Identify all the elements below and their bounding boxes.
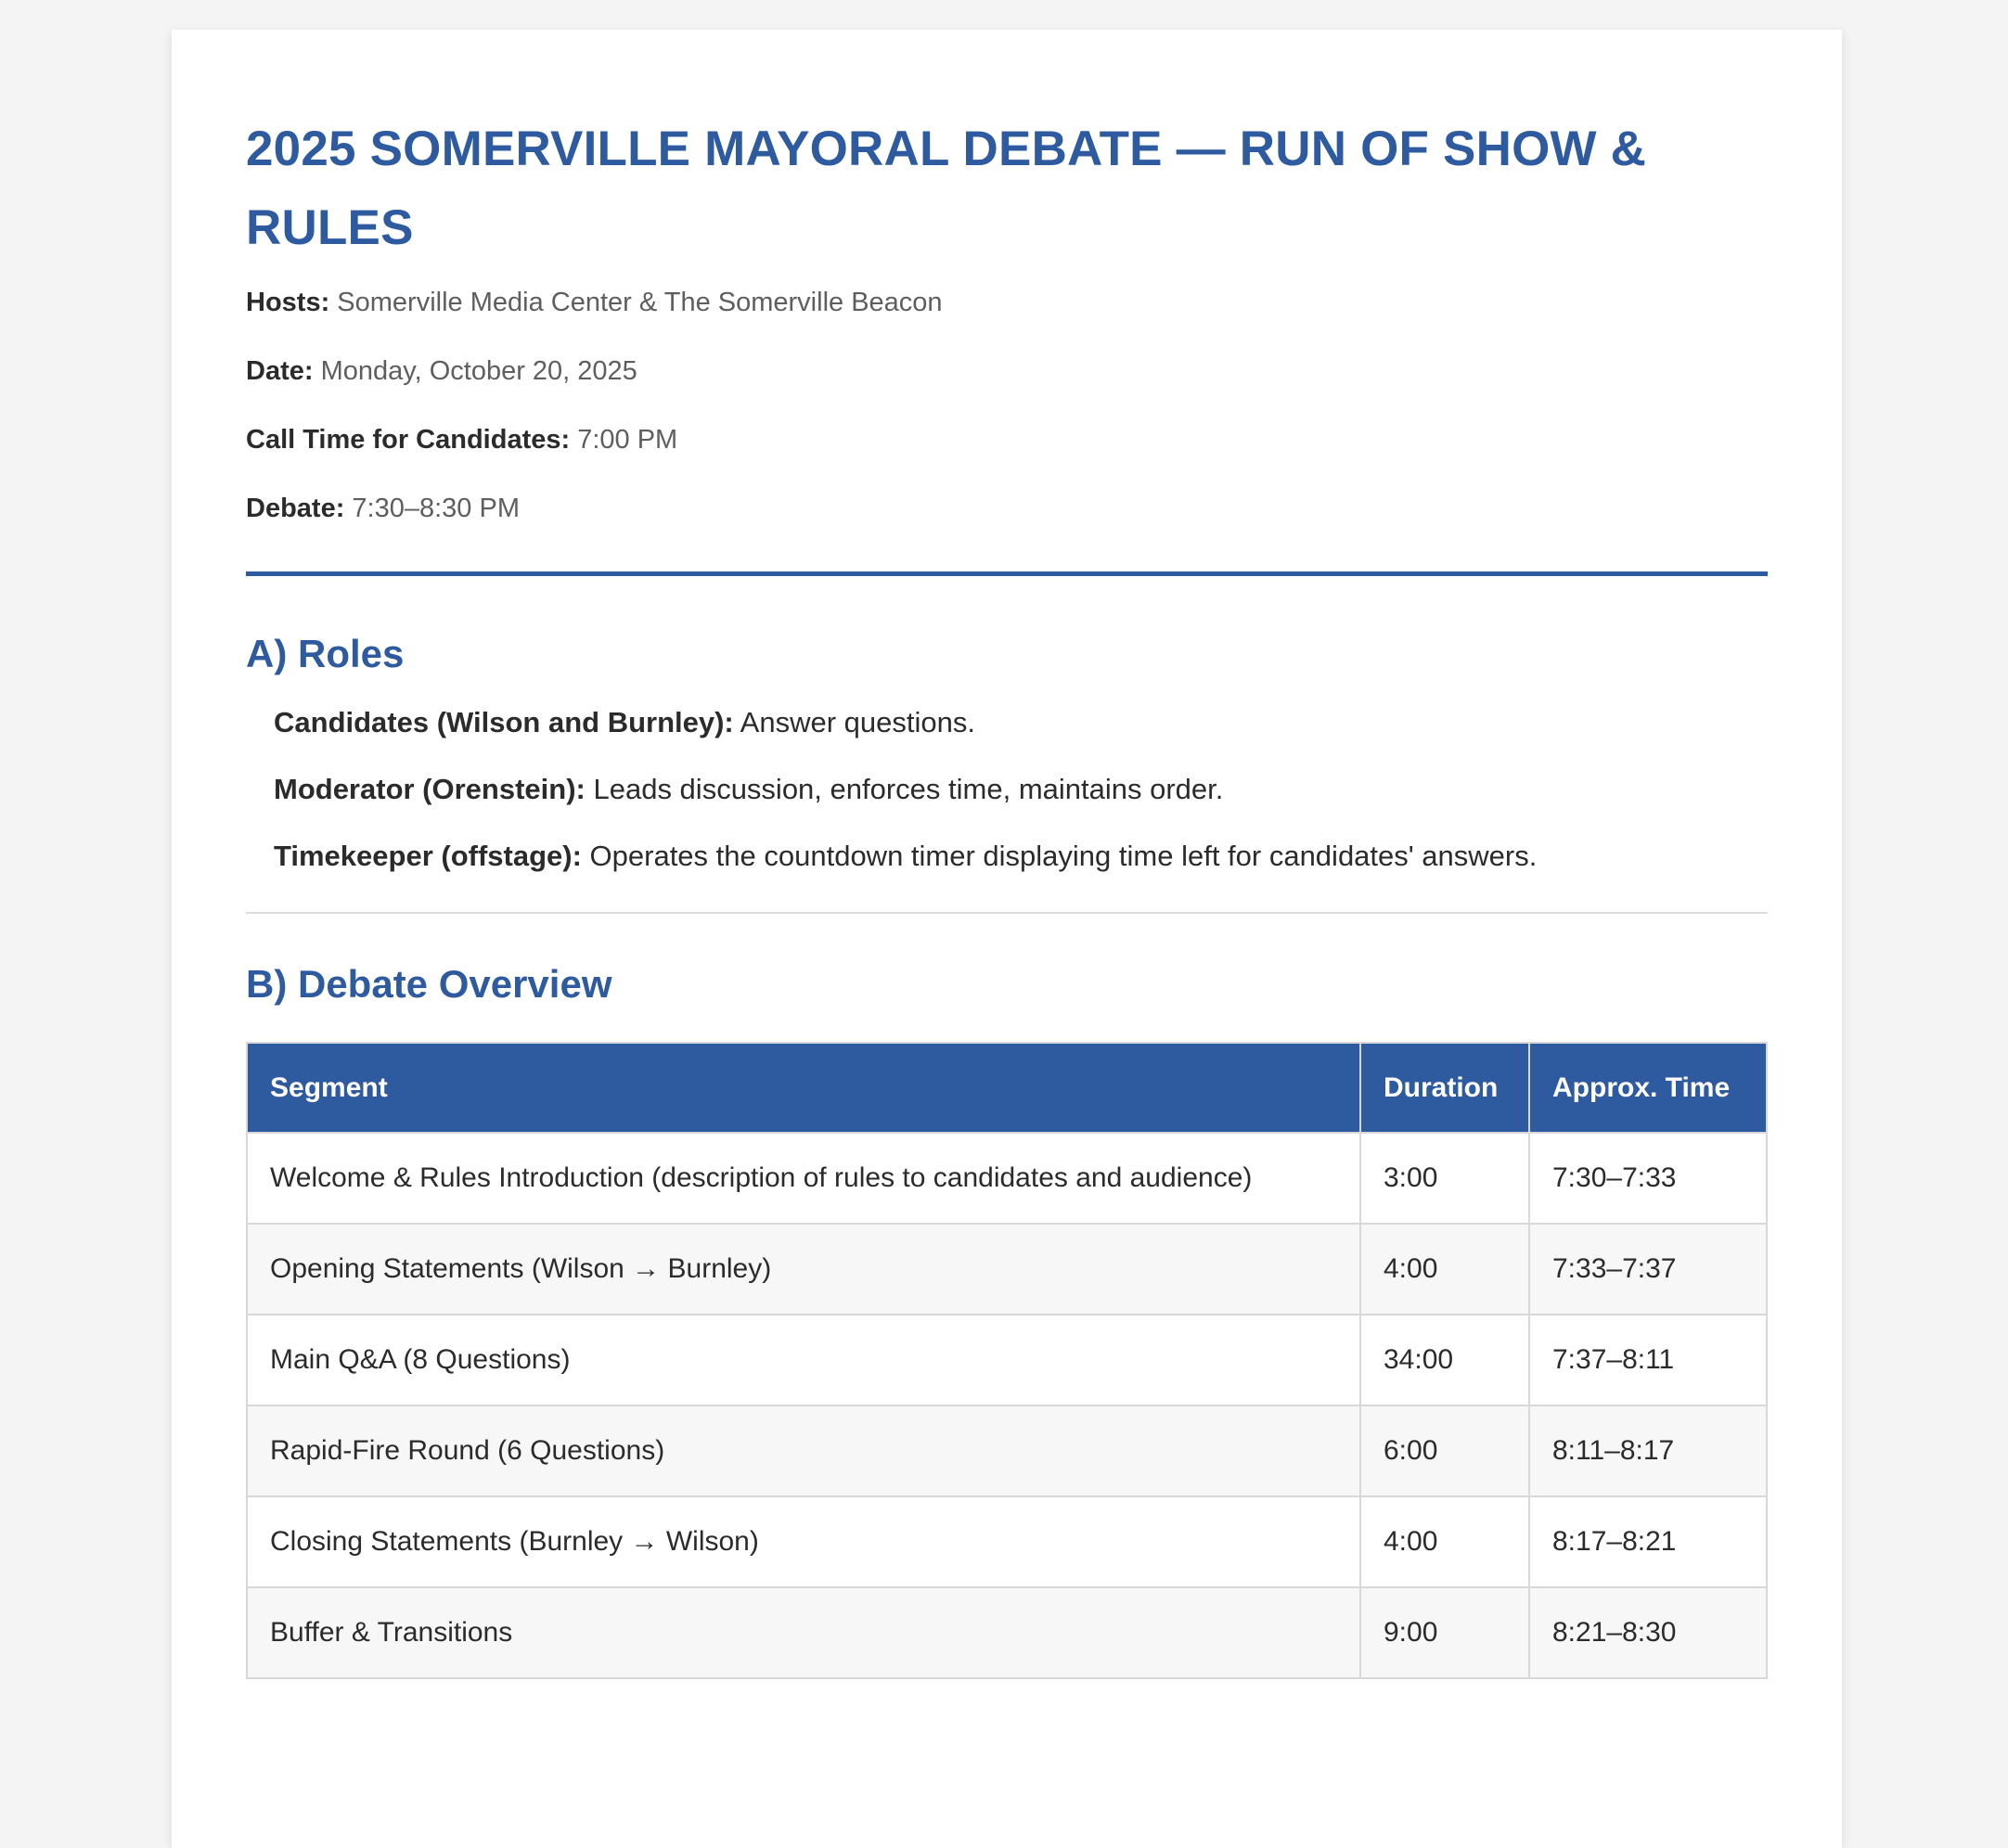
role-label: Timekeeper (offstage): [274,840,582,872]
table-row [247,1496,1767,1587]
debate-time-value: 7:30–8:30 PM [352,494,520,523]
column-header-time: Approx. Time [1529,1043,1767,1133]
roles-list [246,704,1768,875]
role-candidates [274,704,1768,741]
time-cell: 8:17–8:21 [1529,1496,1767,1587]
table-row [247,1133,1767,1224]
duration-cell: 6:00 [1360,1405,1529,1496]
call-time-label: Call Time for Candidates: [246,425,571,455]
time-cell: 8:11–8:17 [1529,1405,1767,1496]
document-card [172,30,1842,1848]
table-header-row [247,1043,1767,1133]
table-row [247,1587,1767,1678]
role-description: Operates the countdown timer displaying time left for candidates' answers. [589,840,1538,872]
column-header-duration: Duration [1360,1043,1529,1133]
duration-cell: 9:00 [1360,1587,1529,1678]
duration-cell: 3:00 [1360,1133,1529,1224]
roles-heading: A) Roles [246,632,405,675]
role-timekeeper [274,838,1768,875]
role-label: Moderator (Orenstein): [274,773,586,805]
table-row [247,1315,1767,1405]
debate-time-label: Debate: [246,494,345,523]
hosts-row [246,286,1768,319]
column-header-segment: Segment [247,1043,1360,1133]
time-cell: 8:21–8:30 [1529,1587,1767,1678]
call-time-value: 7:00 PM [577,425,678,455]
segment-cell: Main Q&A (8 Questions) [247,1315,1360,1405]
table-row [247,1405,1767,1496]
role-label: Candidates (Wilson and Burnley): [274,706,734,738]
segment-cell: Welcome & Rules Introduction (description of rules to candidates and audience) [247,1133,1360,1224]
time-cell: 7:37–8:11 [1529,1315,1767,1405]
time-cell: 7:30–7:33 [1529,1133,1767,1224]
time-cell: 7:33–7:37 [1529,1224,1767,1315]
call-time-row [246,423,1768,456]
role-description: Leads discussion, enforces time, maintains order. [593,773,1224,805]
date-row [246,354,1768,388]
role-description: Answer questions. [740,706,975,738]
event-details [246,286,1768,525]
role-moderator [274,771,1768,808]
page-title: 2025 SOMERVILLE MAYORAL DEBATE — RUN OF SHOW & RULES [246,122,1647,255]
segment-cell: Opening Statements (Wilson → Burnley) [247,1224,1360,1315]
date-value: Monday, October 20, 2025 [320,356,637,386]
overview-heading: B) Debate Overview [246,962,612,1006]
duration-cell: 4:00 [1360,1224,1529,1315]
hosts-value: Somerville Media Center & The Somerville Beacon [337,288,943,317]
segment-cell: Closing Statements (Burnley → Wilson) [247,1496,1360,1587]
segment-cell: Rapid-Fire Round (6 Questions) [247,1405,1360,1496]
table-row [247,1224,1767,1315]
segment-cell: Buffer & Transitions [247,1587,1360,1678]
schedule-table [246,1042,1768,1679]
debate-time-row [246,492,1768,525]
date-label: Date: [246,356,314,386]
duration-cell: 34:00 [1360,1315,1529,1405]
hosts-label: Hosts: [246,288,330,317]
duration-cell: 4:00 [1360,1496,1529,1587]
